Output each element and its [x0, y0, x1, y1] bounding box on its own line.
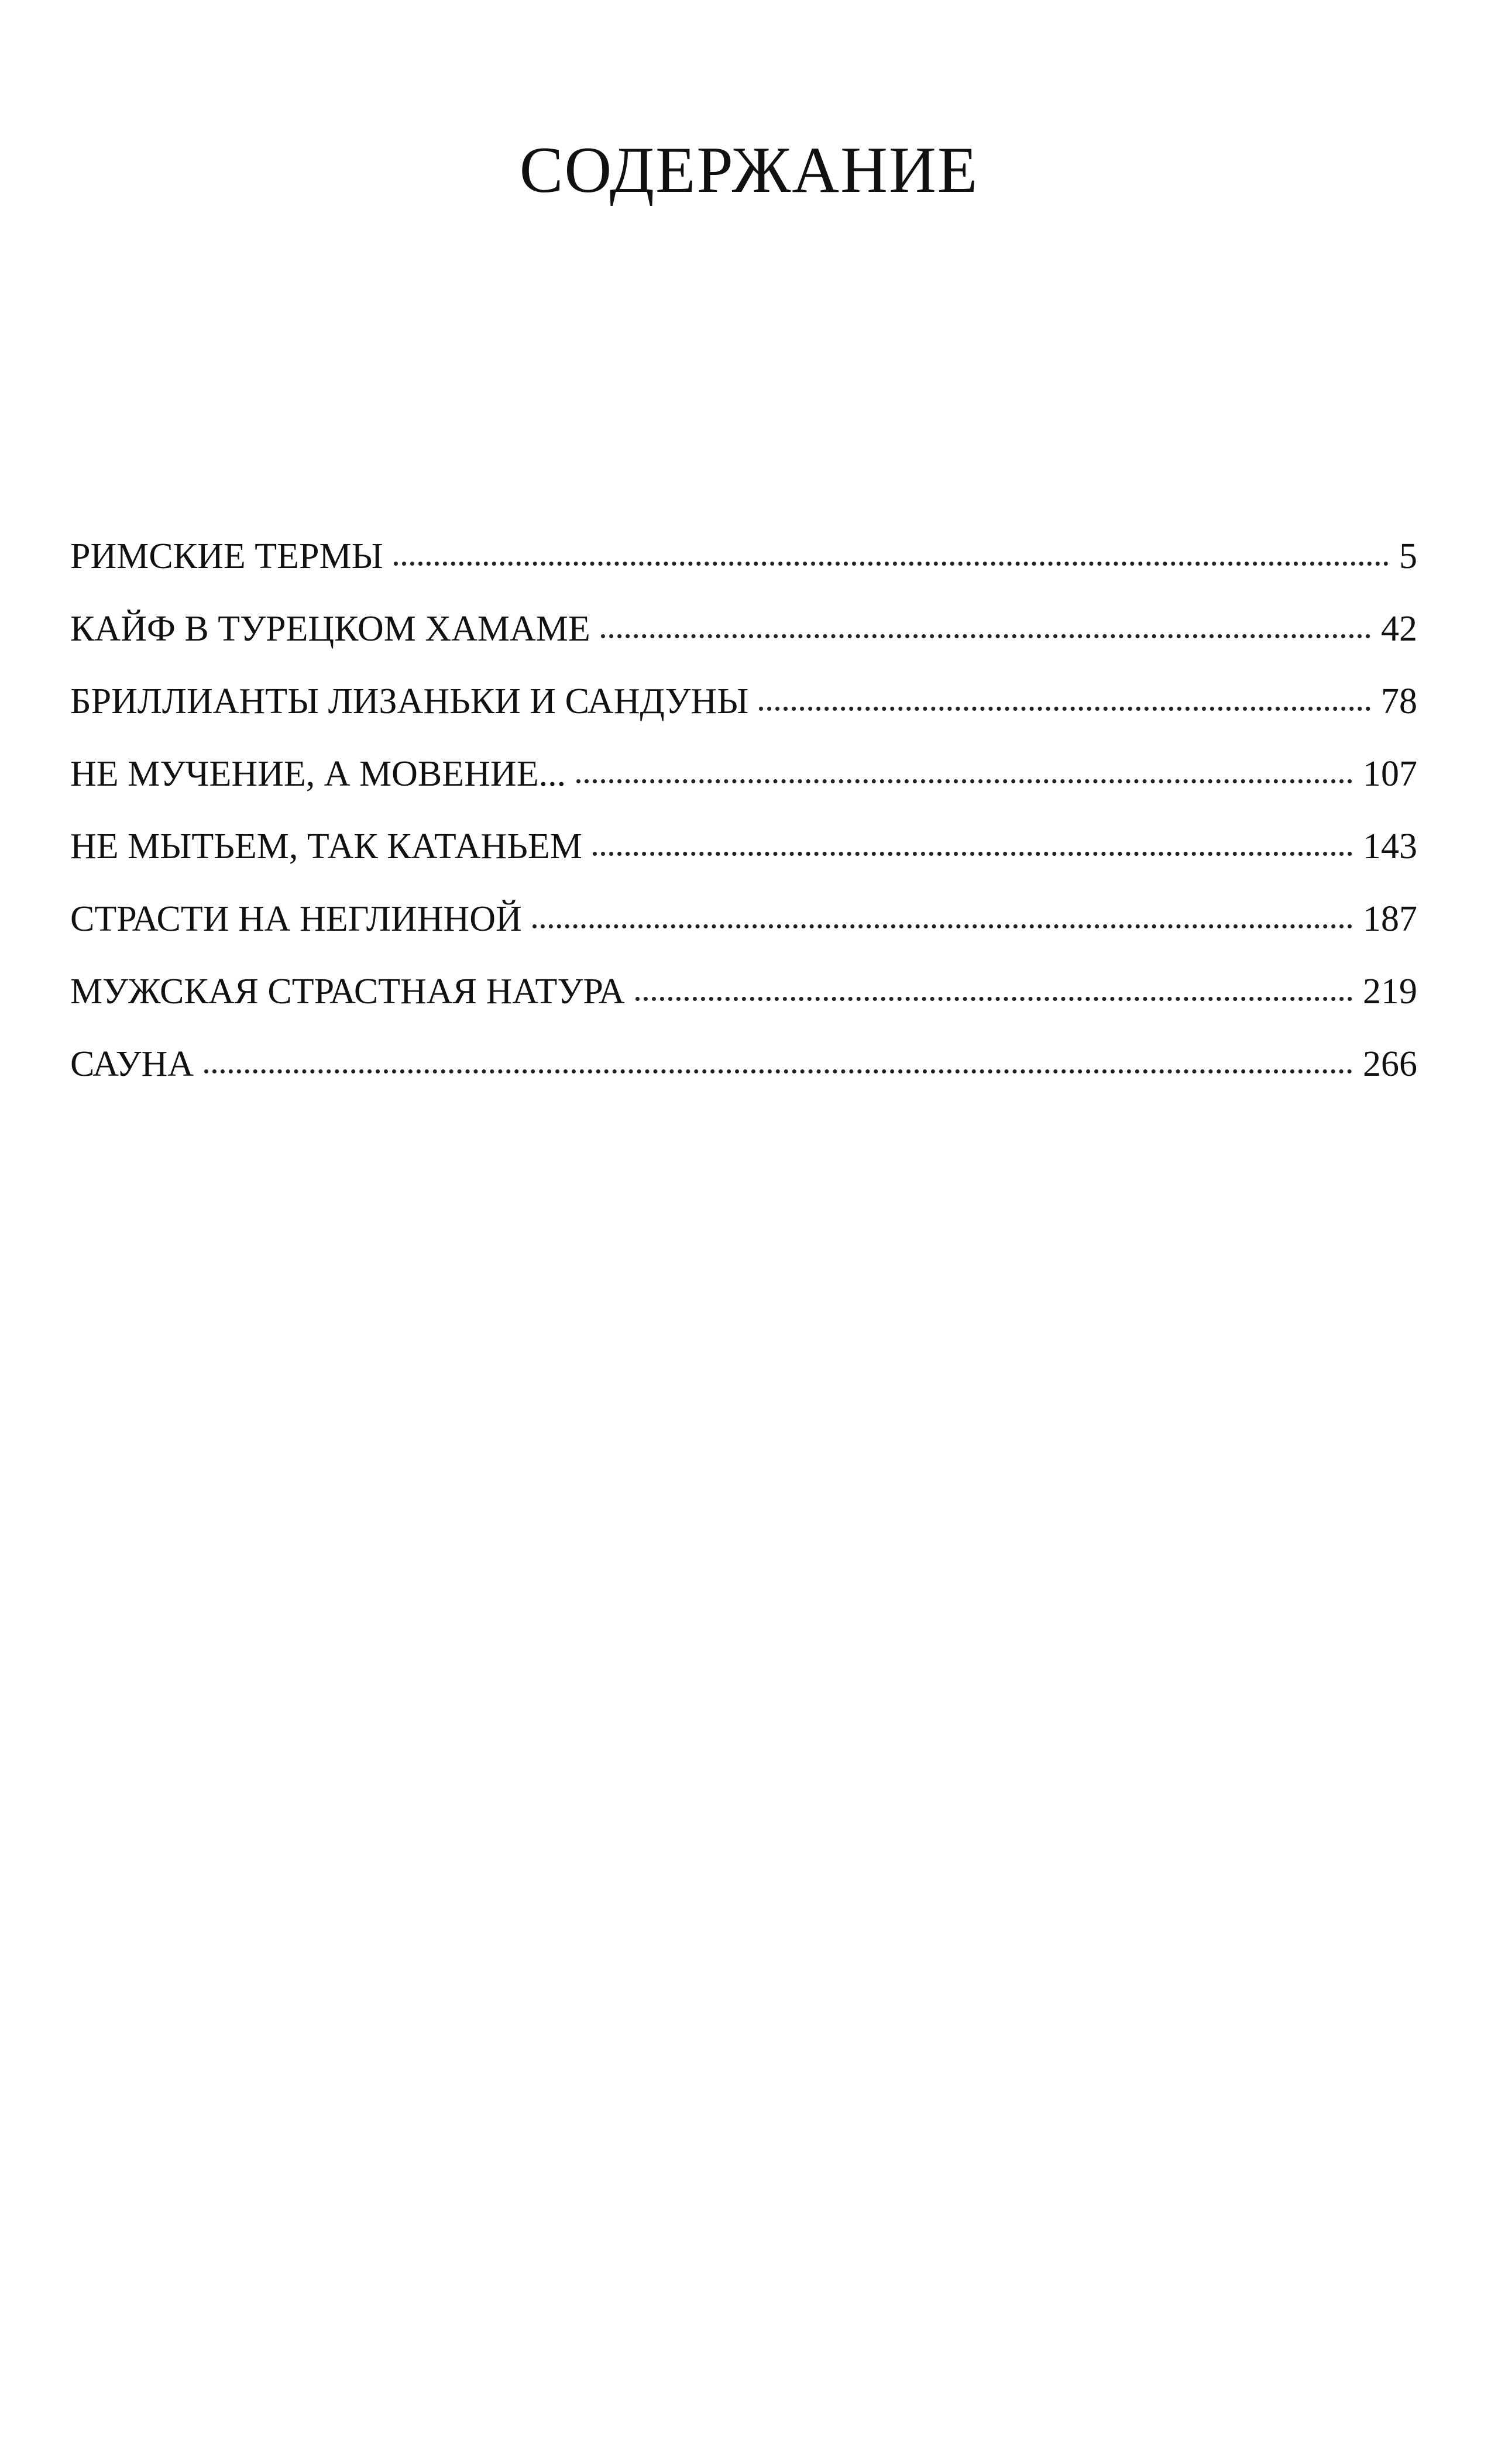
toc-entry-page: 107: [1363, 754, 1417, 794]
toc-entry-page: 187: [1363, 899, 1417, 939]
toc-entry-title: БРИЛЛИАНТЫ ЛИЗАНЬКИ И САНДУНЫ: [70, 682, 749, 721]
toc-entry-title: САУНА: [70, 1044, 194, 1084]
toc-entry-page: 42: [1381, 609, 1417, 649]
toc-leader-dots: [394, 562, 1389, 566]
toc-entry-page: 78: [1381, 682, 1417, 721]
toc-entry-title: РИМСКИЕ ТЕРМЫ: [70, 536, 383, 576]
toc-entry-page: 143: [1363, 827, 1417, 866]
toc-entry: [70, 756, 1417, 828]
toc-entry-title: НЕ МУЧЕНИЕ, А МОВЕНИЕ...: [70, 754, 566, 794]
toc-leader-dots: [601, 634, 1370, 638]
toc-entry-page: 5: [1399, 536, 1417, 576]
toc-entry-page: 219: [1363, 972, 1417, 1011]
toc-entry-title: КАЙФ В ТУРЕЦКОМ ХАМАМЕ: [70, 609, 590, 649]
toc-entry: [70, 683, 1417, 756]
toc-entry-title: СТРАСТИ НА НЕГЛИННОЙ: [70, 899, 522, 939]
toc-entry: [70, 1046, 1417, 1119]
toc-leader-dots: [204, 1069, 1352, 1073]
toc-entry: [70, 538, 1417, 611]
toc-leader-dots: [759, 707, 1370, 711]
toc-leader-dots: [635, 997, 1352, 1001]
toc-entry: [70, 901, 1417, 973]
toc-entry: [70, 973, 1417, 1046]
toc-entry-title: НЕ МЫТЬЕМ, ТАК КАТАНЬЕМ: [70, 827, 582, 866]
page-title: СОДЕРЖАНИЕ: [519, 134, 979, 207]
table-of-contents: [70, 538, 1417, 1119]
toc-entry-page: 266: [1363, 1044, 1417, 1084]
toc-leader-dots: [576, 779, 1352, 783]
toc-entry: [70, 828, 1417, 901]
toc-entry: [70, 611, 1417, 683]
toc-entry-title: МУЖСКАЯ СТРАСТНАЯ НАТУРА: [70, 972, 625, 1011]
toc-leader-dots: [532, 924, 1352, 928]
toc-leader-dots: [593, 852, 1352, 856]
